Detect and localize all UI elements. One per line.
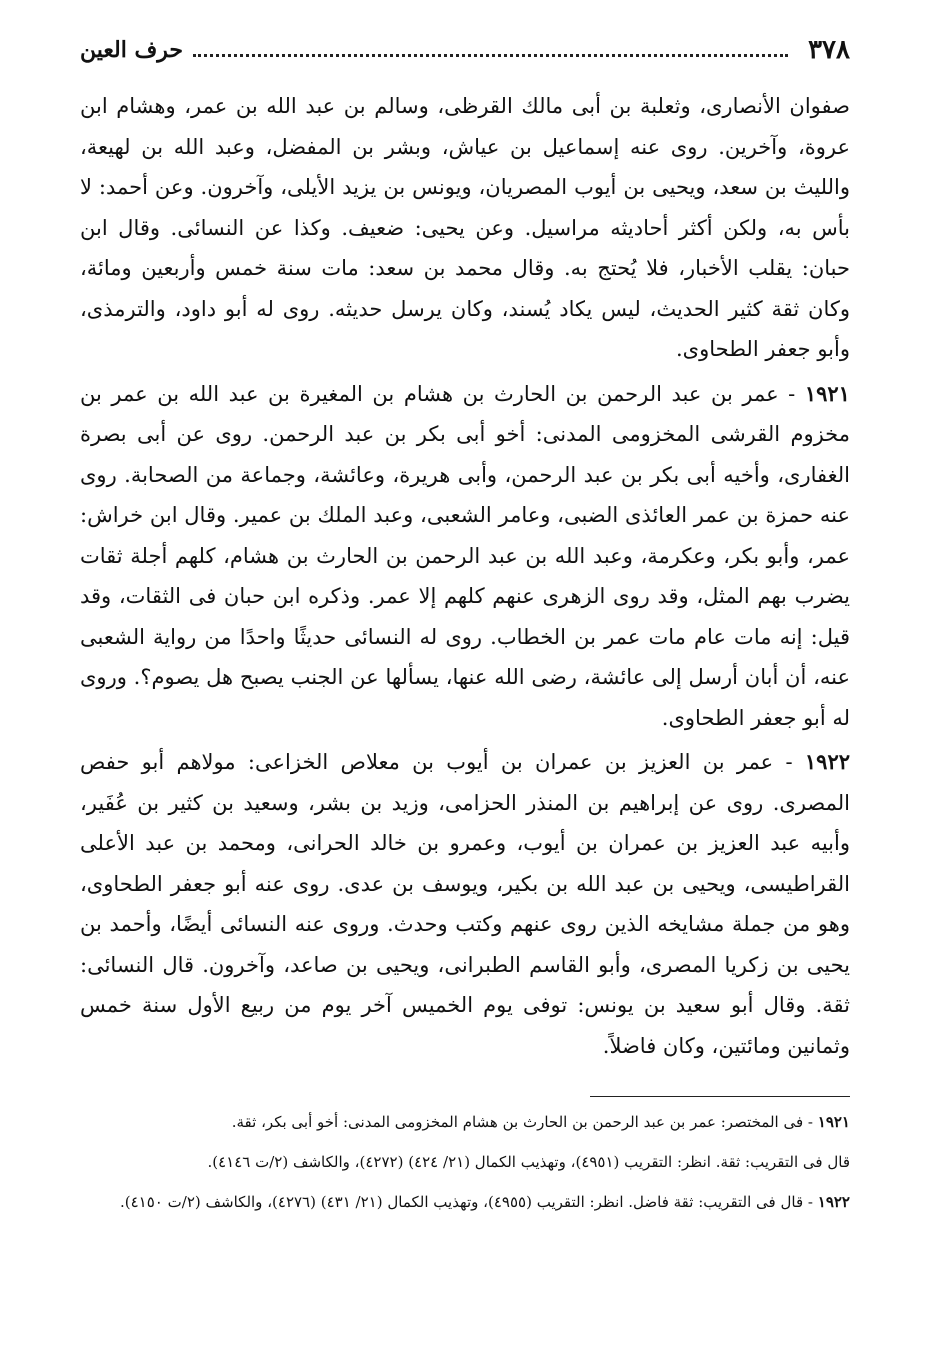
page-number: ٣٧٨ bbox=[808, 35, 850, 65]
entry-dash: - bbox=[778, 381, 796, 406]
page-header bbox=[80, 28, 850, 72]
chapter-title: حرف العين bbox=[80, 37, 184, 63]
footnote-continuation bbox=[80, 1145, 850, 1179]
entry-text: عمر بن العزيز بن عمران بن أيوب بن معلاص الخزاعى: مولاهم أبو حفص المصرى. روى عن إبراهيم بن المنذر الحزامى، وزيد بن بشر، وسعيد بن كثير بن عُفَير، وأبيه عبد العزيز بن عمران بن أيوب، وعمرو بن خالد الحرانى، ومحمد بن عبد الأعلى القراطيسى، ويحيى بن عبد الله بن بكير، ويوسف بن عدى. روى عنه أبو جعفر الطحاوى، وهو من جملة مشايخه الذين روى عنهم وكتب وحدث. وروى عنه النسائى أيضًا، وأحمد بن يحيى بن زكريا المصرى، وأبو القاسم الطبرانى، ويحيى بن صاعد، وآخرون. قال النسائى: ثقة. وقال أبو سعيد بن يونس: توفى يوم الخميس آخر يوم من ربيع الأول سنة خمس وثمانين ومائتين، وكان فاضلاً. bbox=[80, 750, 850, 1058]
footnote-dash: - bbox=[803, 1113, 813, 1131]
footnote-dash: - bbox=[803, 1193, 813, 1211]
entry-paragraph bbox=[80, 742, 850, 1066]
footnote-text: قال فى التقريب: ثقة فاضل. انظر: التقريب (٤٩٥٥)، وتهذيب الكمال (٢١/ ٤٣١) (٤٢٧٦)، والكاشف (٢/ت ٤١٥٠). bbox=[120, 1193, 804, 1211]
entry-text: عمر بن عبد الرحمن بن الحارث بن هشام بن المغيرة بن عبد الله بن عمر بن مخزوم القرشى المخزومى المدنى: أخو أبى بكر بن عبد الرحمن. روى عن أبى بصرة الغفارى، وأخيه أبى بكر بن عبد الرحمن، وأبى هريرة، وعائشة، وجماعة من الصحابة. روى عنه حمزة بن عمر العائذى الضبى، وعامر الشعبى، وعبد الملك بن عمير. وقال ابن خراش: عمر، وأبو بكر، وعكرمة، وعبد الله بن عبد الرحمن بن الحارث بن هشام، كلهم أجلة ثقات يضرب بهم المثل، وقد روى الزهرى عنهم كلهم إلا عمر. وذكره ابن حبان فى الثقات، وقد قيل: إنه مات عام مات عمر بن الخطاب. روى له النسائى حديثًا واحدًا من رواية الشعبى عنه، أن أبان أرسل إلى عائشة، رضى الله عنها، يسألها عن الجنب يصبح هل يصوم؟. وروى له أبو جعفر الطحاوى. bbox=[80, 381, 850, 730]
book-page bbox=[80, 28, 850, 1225]
footnote-separator bbox=[590, 1096, 850, 1097]
footnote-number: ١٩٢١ bbox=[817, 1113, 850, 1131]
footnote bbox=[80, 1185, 850, 1219]
entry-number: ١٩٢١ bbox=[804, 380, 850, 406]
footnote-text: قال فى التقريب: ثقة. انظر: التقريب (٤٩٥١)، وتهذيب الكمال (٢١/ ٤٢٤) (٤٢٧٢)، والكاشف (٢/ت ٤١٤٦). bbox=[207, 1153, 850, 1171]
entry-number: ١٩٢٢ bbox=[804, 749, 851, 774]
footnote-text: فى المختصر: عمر بن عبد الرحمن بن الحارث بن هشام المخزومى المدنى: أخو أبى بكر، ثقة. bbox=[231, 1113, 804, 1131]
footnote bbox=[80, 1105, 850, 1139]
footnotes bbox=[80, 1096, 850, 1219]
header-dotted-leader bbox=[193, 54, 788, 57]
continuation-paragraph: صفوان الأنصارى، وثعلبة بن أبى مالك القرظى، وسالم بن عبد الله بن عمر، وهشام ابن عروة، وآخرين. روى عنه إسماعيل بن عياش، وبشر بن المفضل، وعبد الله بن لهيعة، والليث بن سعد، ويحيى بن أيوب المصريان، ويونس بن يزيد الأيلى، وآخرون. وعن أحمد: لا بأس به، ولكن أكثر أحاديثه مراسيل. وعن يحيى: ضعيف. وكذا عن النسائى. وقال ابن حبان: يقلب الأخبار، فلا يُحتج به. وقال محمد بن سعد: مات سنة خمس وأربعين ومائة، وكان ثقة كثير الحديث، ليس يكاد يُسند، وكان يرسل حديثه. روى له أبو داود، والترمذى، وأبو جعفر الطحاوى. bbox=[80, 94, 850, 361]
entry-paragraph bbox=[80, 374, 850, 739]
entry-dash: - bbox=[773, 750, 793, 774]
footnote-number: ١٩٢٢ bbox=[817, 1193, 850, 1211]
main-text bbox=[80, 86, 850, 1066]
